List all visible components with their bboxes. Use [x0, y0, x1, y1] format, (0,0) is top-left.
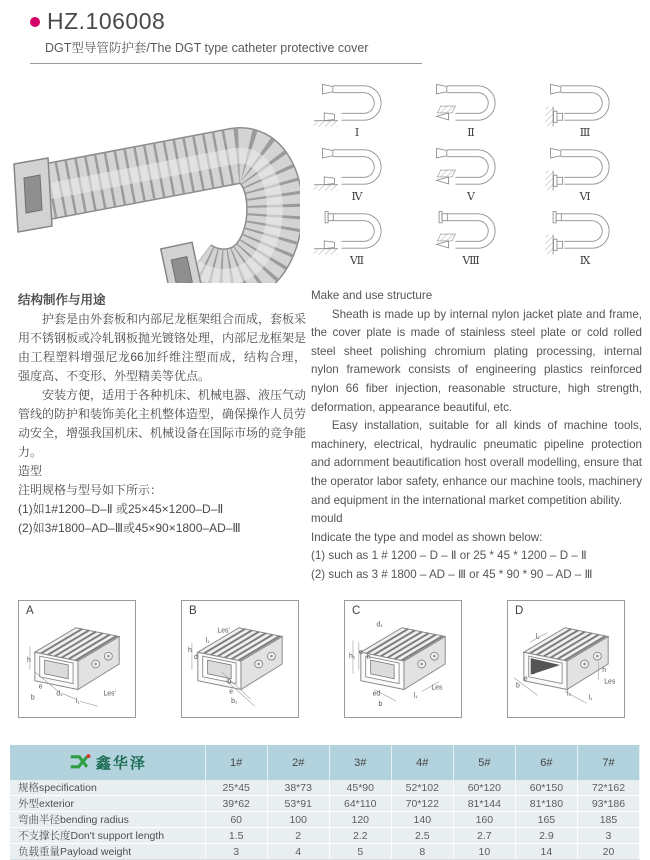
mount-diagram-label: Ⅳ: [351, 190, 363, 203]
en-model-line-1: (1) such as 1 # 1200 – D – Ⅱ or 25 * 45 * 1200 – D – Ⅱ: [311, 549, 587, 563]
table-cell: 185: [577, 812, 639, 828]
dimension-label: Les: [604, 678, 616, 686]
dimension-label: b: [30, 694, 35, 702]
row-label: 负载重量Payload weight: [10, 844, 205, 860]
mount-diagram-cell: [528, 142, 642, 206]
mount-diagram-drawing: [419, 78, 523, 128]
table-cell: 93*186: [577, 796, 639, 812]
table-cell: 70*122: [391, 796, 453, 812]
dimension-label: h: [602, 666, 607, 674]
dimension-label: b: [227, 678, 232, 686]
mount-diagram-drawing: [533, 142, 637, 192]
dimension-label: h: [26, 657, 31, 665]
table-cell: 60: [205, 812, 267, 828]
dimension-label: e: [38, 683, 43, 691]
table-cell: 1.5: [205, 828, 267, 844]
table-row: [10, 780, 640, 796]
end-flange: [161, 242, 203, 283]
cn-model-line-2: (2)如3#1800–AD–Ⅲ或45×90×1800–AD–Ⅲ: [18, 521, 241, 535]
mount-diagram-cell: [414, 206, 528, 270]
mount-diagram-cell: [300, 78, 414, 142]
table-cell: 52*102: [391, 780, 453, 796]
table-cell: 100: [267, 812, 329, 828]
dimension-label: d₁: [376, 621, 383, 629]
dimension-label: l₁: [413, 692, 418, 700]
row-label: 不支撑长度Don't support length: [10, 828, 205, 844]
tech-drawing: [182, 613, 298, 715]
dimension-label: l₁: [535, 633, 540, 641]
en-model-line-2: (2) such as 3 # 1800 – AD – Ⅲ or 45 * 90 * 90 – AD – Ⅲ: [311, 567, 593, 581]
mount-diagram-label: Ⅱ: [467, 126, 475, 139]
tech-drawing-letter: A: [26, 605, 34, 617]
mount-diagram-cell: [414, 142, 528, 206]
table-cell: 20: [577, 844, 639, 860]
table-cell: 60*120: [453, 780, 515, 796]
column-header: 2#: [267, 745, 329, 780]
table-cell: 25*45: [205, 780, 267, 796]
cn-paragraph-1: 护套是由外套板和内部尼龙框架组合而成，套板采用不锈钢板或冷轧钢板抛光镀铬处理，内部尼龙框架是由工程塑料增强尼龙66加纤维注塑而成，结构合理，强度高、不变形、外型精美等优点。: [18, 312, 307, 383]
chinese-text-column: [18, 291, 306, 538]
product-photo: [0, 68, 300, 283]
dimension-label: b₁: [231, 698, 238, 706]
column-header: 7#: [577, 745, 639, 780]
row-label: 弯曲半径bending radius: [10, 812, 205, 828]
table-cell: 64*110: [329, 796, 391, 812]
cn-shape-heading: 造型: [18, 464, 43, 478]
table-cell: 2: [267, 828, 329, 844]
tech-drawing-box-a: [18, 600, 136, 718]
table-cell: 81*144: [453, 796, 515, 812]
table-row: [10, 844, 640, 860]
table-cell: 8: [391, 844, 453, 860]
dimension-label: h: [188, 647, 192, 655]
dimension-label: Les': [217, 627, 230, 635]
mount-diagram-label: Ⅴ: [467, 190, 475, 203]
table-row: [10, 812, 640, 828]
column-header: 3#: [329, 745, 391, 780]
dimension-label: d₁: [56, 690, 63, 698]
mount-diagram-label: Ⅵ: [579, 190, 591, 203]
table-cell: 3: [205, 844, 267, 860]
brand-logo-icon: [68, 753, 92, 773]
dimension-label: Les: [431, 684, 443, 692]
table-cell: 81*180: [515, 796, 577, 812]
table-cell: 45*90: [329, 780, 391, 796]
page-title: HZ.106008: [47, 8, 166, 34]
dimension-label: b: [378, 701, 383, 709]
table-cell: 3: [577, 828, 639, 844]
cn-section-heading: 结构制作与用途: [18, 293, 106, 307]
dimension-label: Les': [103, 690, 116, 698]
mount-diagram-drawing: [305, 78, 409, 128]
mount-diagram-drawing: [533, 206, 637, 256]
tech-drawing-box-c: [344, 600, 462, 718]
en-paragraph-2: Easy installation, suitable for all kinds of machine tools, machinery, electrical, hydraulic pneumatic pipeline protection and adornment beautification host overall modelling, ensure that the operator labor safety, enhance our machine tools, machinery and equipment in the international market competition ability.: [311, 419, 642, 507]
table-cell: 2.7: [453, 828, 515, 844]
table-cell: 160: [453, 812, 515, 828]
table-cell: 72*162: [577, 780, 639, 796]
tech-drawing: [508, 613, 624, 715]
mount-diagram-label: Ⅸ: [579, 254, 591, 267]
tech-drawing-letter: B: [189, 605, 197, 617]
left-flange: [14, 158, 52, 232]
table-cell: 165: [515, 812, 577, 828]
dimension-label: l₂: [566, 690, 572, 698]
dimension-label: l₁: [588, 694, 593, 702]
dimension-label: ed: [372, 690, 381, 698]
tech-drawing: [345, 613, 461, 715]
cn-spec-intro: 注明规格与型号如下所示：: [18, 483, 163, 497]
table-cell: 60*150: [515, 780, 577, 796]
mount-diagram-label: Ⅰ: [354, 126, 360, 139]
mount-diagram-drawing: [419, 206, 523, 256]
english-text-column: [311, 287, 642, 585]
en-section-heading: Make and use structure: [311, 289, 433, 302]
table-cell: 39*62: [205, 796, 267, 812]
tech-drawing-box-d: [507, 600, 625, 718]
table-cell: 2.5: [391, 828, 453, 844]
mount-diagram-label: Ⅷ: [462, 254, 480, 267]
dimension-label: h: [366, 654, 371, 662]
mount-diagram-label: Ⅶ: [349, 254, 365, 267]
tech-drawing-box-b: [181, 600, 299, 718]
mount-diagram-drawing: [533, 78, 637, 128]
dimension-label: e: [229, 688, 234, 696]
column-header: 4#: [391, 745, 453, 780]
tech-drawing-letter: C: [352, 605, 361, 617]
en-indicate: Indicate the type and model as shown below:: [311, 530, 543, 544]
table-cell: 140: [391, 812, 453, 828]
table-cell: 4: [267, 844, 329, 860]
table-header-row: [10, 745, 640, 780]
mount-diagram-drawing: [305, 206, 409, 256]
dimension-label: h₁: [349, 653, 356, 661]
en-mould: mould: [311, 512, 343, 526]
page-subtitle: DGT型导管防护套/The DGT type catheter protective cover: [45, 41, 369, 55]
column-header: 1#: [205, 745, 267, 780]
mount-diagram-label: Ⅲ: [579, 126, 591, 139]
table-row: [10, 828, 640, 844]
dimension-label: l₁: [205, 637, 210, 645]
column-header: 5#: [453, 745, 515, 780]
table-cell: 2.9: [515, 828, 577, 844]
brand-name: 鑫华泽: [95, 755, 147, 772]
brand-cell: [10, 745, 205, 780]
dimension-label: e: [523, 675, 528, 683]
mount-diagram-cell: [300, 142, 414, 206]
spec-table: [10, 745, 640, 860]
row-label: 外型exterior: [10, 796, 205, 812]
table-cell: 5: [329, 844, 391, 860]
table-cell: 53*91: [267, 796, 329, 812]
mount-diagram-cell: [528, 206, 642, 270]
mount-diagram-drawing: [419, 142, 523, 192]
dimension-label: d: [531, 668, 536, 676]
dimension-label: b: [515, 682, 520, 690]
row-label: 规格specification: [10, 780, 205, 796]
mount-diagram-cell: [414, 78, 528, 142]
column-header: 6#: [515, 745, 577, 780]
table-cell: 10: [453, 844, 515, 860]
mount-diagram-drawing: [305, 142, 409, 192]
page-header: [30, 8, 165, 35]
table-cell: 38*73: [267, 780, 329, 796]
table-row: [10, 796, 640, 812]
dimension-label: e: [358, 649, 363, 657]
table-cell: 14: [515, 844, 577, 860]
mount-diagram-grid: [300, 78, 642, 270]
table-cell: 2.2: [329, 828, 391, 844]
en-paragraph-1: Sheath is made up by internal nylon jacket plate and frame, the cover plate is made of stainless steel plate or cold rolled steel sheet polishing chromium plating processing, internal nylon framework consists of engineering plastics reinforced nylon 66 fiber injection, reasonable structure, high strength, deformation, appearance beautiful, etc.: [311, 307, 642, 414]
page-subtitle-wrap: [30, 38, 422, 64]
dimension-label: l₁: [76, 698, 80, 706]
table-cell: 120: [329, 812, 391, 828]
dimension-label: d: [193, 654, 198, 662]
mount-diagram-cell: [300, 206, 414, 270]
mount-diagram-cell: [528, 78, 642, 142]
cn-model-line-1: (1)如1#1200–D–Ⅱ 或25×45×1200–D–Ⅱ: [18, 502, 224, 516]
tech-drawing: [19, 613, 135, 715]
cn-paragraph-2: 安装方便，适用于各种机床、机械电器、液压气动管线的防护和装饰美化主机整体造型，确保操作人员劳动安全，增强我国机床、机械设备在国际市场的竞争能力。: [18, 388, 307, 459]
tech-drawing-letter: D: [515, 605, 524, 617]
bullet-icon: [30, 17, 40, 27]
